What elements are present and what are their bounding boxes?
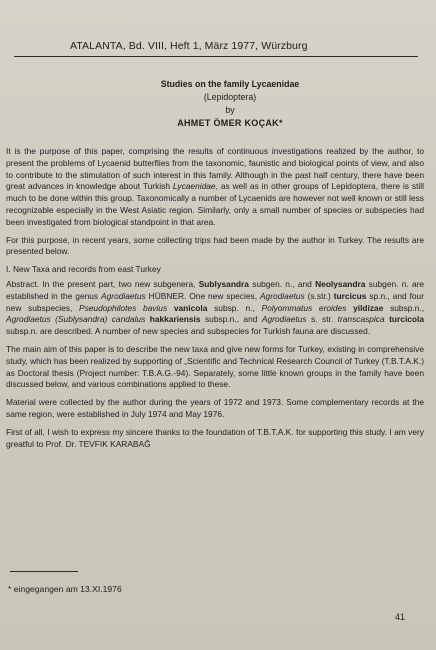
body-paragraph-aim: The main aim of this paper is to describe the new taxa and give new forms for Turkey, existing in comprehensive study, which has been realized by supporting of „Scientific and Technical Research Council of Turkey (T.B.T.A.K.) as Doctoral thesis (Project number: T.B.A.G.-94). Separately, some little known groups in the family have been discussed below, and various combinations applied to these. — [6, 343, 424, 390]
taxon-agrodiaetus: Agrodiaetus — [259, 290, 305, 301]
footnote: * eingegangen am 13.XI.1976 — [8, 584, 122, 594]
taxon-turcicola: turcicola — [389, 314, 425, 325]
taxon-sublysandra: Sublysandra — [198, 278, 249, 289]
body-paragraph-thanks: First of all, I wish to express my sincere thanks to the foundation of T.B.T.A.K. for supporting this study. I am very greatful to Prof. Dr. TEVFIK KARABAĞ — [6, 426, 424, 449]
section-heading: I. New Taxa and records from east Turkey — [6, 264, 161, 275]
abstract-text: subsp.n., and — [204, 314, 258, 325]
intro-italic-term: Lycaenidae — [172, 181, 216, 192]
page-number: 41 — [395, 612, 406, 622]
taxon-agrodiaetus: Agrodiaetus — [101, 290, 146, 301]
taxon-turcicus: turcicus — [333, 290, 367, 301]
body-paragraph-material: Material were collected by the author during the years of 1972 and 1973. Some complementary records at the same region, were established in July 1974 and May 1976. — [6, 397, 424, 419]
abstract-paragraph — [6, 279, 424, 338]
abstract-text: (s.str.) — [307, 290, 331, 301]
intro-paragraph-2: For this purpose, in recent years, some collecting trips had been made by the author in Turkey. The results are presented below. — [6, 234, 424, 257]
taxon-agrodiaetus-candalus: Agrodiaetus (Sublysandra) candalus — [6, 314, 146, 325]
byline-by: by — [225, 105, 235, 115]
abstract-text: subsp.n., — [390, 302, 425, 313]
taxon-agrodiaetus: Agrodiaetus — [261, 314, 307, 325]
abstract-text: subgen. n. are established in the genus — [6, 278, 425, 301]
article-body — [6, 146, 424, 456]
taxon-transcaspica: transcaspica — [337, 314, 385, 325]
title-block — [90, 78, 370, 130]
article-subtitle: (Lepidoptera) — [203, 92, 257, 102]
taxon-yildizae: yildizae — [353, 302, 384, 313]
running-header: ATALANTA, Bd. VIII, Heft 1, März 1977, Würzburg — [70, 40, 308, 52]
abstract-text: HÜBNER. One new species, — [148, 290, 258, 301]
intro-paragraph-1 — [6, 146, 424, 229]
abstract-text: subsp. n., — [214, 302, 255, 313]
article-title: Studies on the family Lycaenidae — [160, 79, 300, 89]
taxon-hakkariensis: hakkariensis — [149, 314, 201, 325]
intro-text: It is the purpose of this paper, comprising the results of continuous investigations realized by the author, to present the problems of Lycaenid butterflies from the taxonomic, faunistic and biological points of view, and also to contribute to the stimulation of such interest in this family. Although in the past half century, there have been great advances in knowledge about Turkish — [6, 146, 424, 192]
intro-text-tail: , as well as in other groups of Lepidoptera, there is still much to be done within this group. Taxonomically a number of Lycaenids are however not well known or still less recognizable especially in the West Asiatic region. Similarly, only a small number of species or subspecies had been investigated from biological standpoint in that area. — [6, 181, 424, 227]
abstract-text: sp.n., and four new subspecies, — [6, 290, 425, 313]
taxon-neolysandra: Neolysandra — [315, 278, 366, 289]
abstract-text: subgen. n., and — [252, 278, 312, 289]
author-name: AHMET ÖMER KOÇAK* — [177, 118, 283, 128]
abstract-text: subsp.n. are described. A number of new species and subspecies for Turkish fauna are discussed. — [6, 326, 371, 337]
abstract-text: s. str. — [311, 314, 334, 325]
header-divider — [14, 56, 418, 57]
taxon-polyommatus-eroides: Polyommatus eroides — [261, 302, 347, 313]
footnote-divider — [10, 571, 78, 572]
abstract-text: Abstract. In the present part, two new subgenera, — [6, 278, 196, 289]
taxon-pseudophilotes-bavius: Pseudophilotes bavius — [78, 302, 168, 313]
taxon-vanicola: vanicola — [173, 302, 208, 313]
